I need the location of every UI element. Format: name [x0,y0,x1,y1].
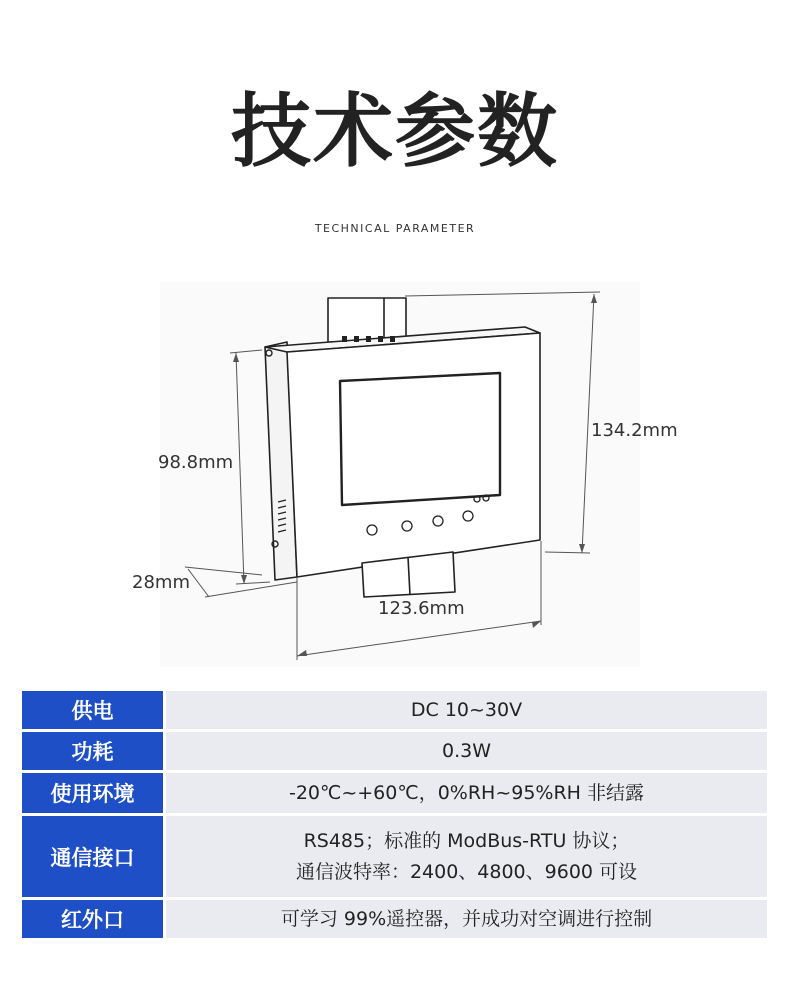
spec-value-line: DC 10~30V [410,698,523,721]
page-title: 技术参数 [231,85,559,178]
spec-value [166,816,767,897]
spec-label: 供电 [22,691,163,729]
depth-dimension-label: 28mm [132,572,190,593]
spec-value-line: 0.3W [441,739,491,762]
total-height-dimension-label: 134.2mm [591,420,678,441]
spec-label: 使用环境 [22,773,163,813]
spec-value-line: RS485；标准的 ModBus-RTU 协议； [303,830,630,853]
spec-row-power [22,691,767,729]
spec-value-line: -20℃~+60℃，0%RH~95%RH 非结露 [288,781,645,804]
spec-row-environment [22,773,767,813]
spec-label: 通信接口 [22,816,163,897]
spec-value [166,732,767,770]
height-dimension-label: 98.8mm [158,452,234,473]
spec-value [166,900,767,938]
spec-label: 红外口 [22,900,163,938]
spec-value-line: 通信波特率：2400、4800、9600 可设 [295,860,638,883]
spec-label: 功耗 [22,732,163,770]
spec-table [22,691,767,941]
spec-row-consumption [22,732,767,770]
spec-value-line: 可学习 99%遥控器，并成功对空调进行控制 [280,907,653,930]
spec-value [166,773,767,813]
spec-value [166,691,767,729]
page-subtitle: TECHNICAL PARAMETER [314,222,476,235]
spec-row-infrared [22,900,767,938]
width-dimension-label: 123.6mm [378,598,465,619]
device-dimension-diagram [0,270,790,680]
device-screen [340,373,500,505]
spec-row-interface [22,816,767,897]
top-terminal-block [328,298,406,342]
